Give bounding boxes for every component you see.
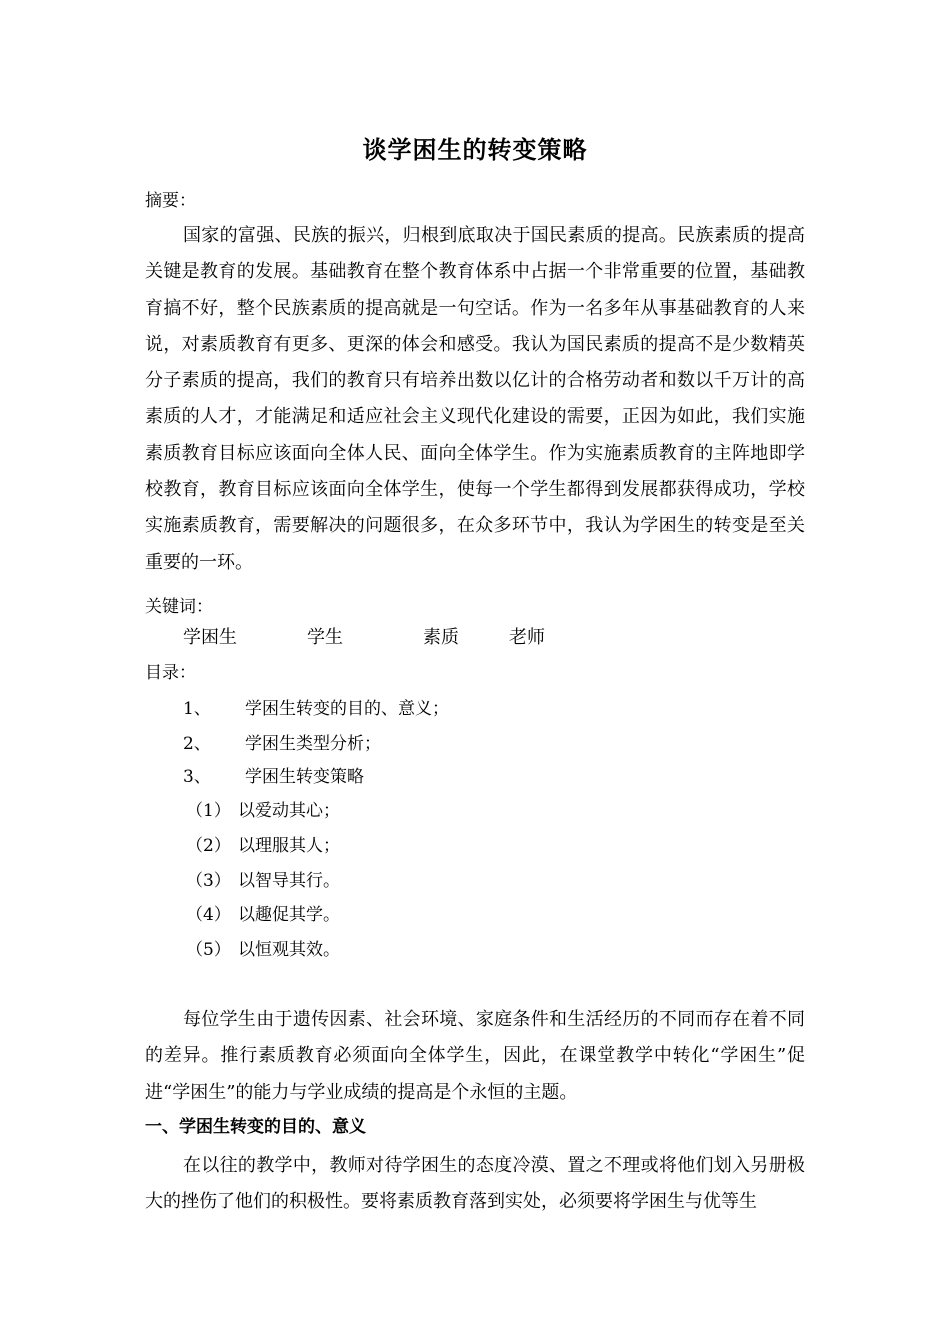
toc-subitem-number: （3） xyxy=(186,871,231,891)
toc-subitem xyxy=(186,868,340,894)
toc-subitem-number: （1） xyxy=(186,801,231,821)
intro-paragraph: 每位学生由于遗传因素、社会环境、家庭条件和生活经历的不同而存在着不同的差异。推行素质教育必须面向全体学生，因此，在课堂教学中转化“学困生”促进“学困生”的能力与学业成绩的提高是个永恒的主题。 xyxy=(145,1009,805,1103)
toc-item xyxy=(183,696,449,722)
section-heading: 一、学困生转变的目的、意义 xyxy=(145,1117,366,1137)
toc-item-text: 学困生转变策略 xyxy=(245,767,364,787)
toc-item xyxy=(183,764,364,790)
toc-subitem-text: 以趣促其学。 xyxy=(238,905,340,925)
keyword-item: 学生 xyxy=(307,627,343,648)
toc-subitem-number: （5） xyxy=(186,940,231,960)
toc-subitem xyxy=(186,798,340,824)
toc-subitem-number: （2） xyxy=(186,836,231,856)
toc-subitem xyxy=(186,833,340,859)
keyword-item: 老师 xyxy=(509,627,545,648)
section-paragraph: 在以往的教学中，教师对待学困生的态度冷漠、置之不理或将他们划入另册极大的挫伤了他们的积极性。要将素质教育落到实处，必须要将学困生与优等生 xyxy=(145,1155,805,1213)
abstract-paragraph: 国家的富强、民族的振兴，归根到底取决于国民素质的提高。民族素质的提高关键是教育的发展。基础教育在整个教育体系中占据一个非常重要的位置，基础教育搞不好，整个民族素质的提高就是一句空话。作为一名多年从事基础教育的人来说，对素质教育有更多、更深的体会和感受。我认为国民素质的提高不是少数精英分子素质的提高，我们的教育只有培养出数以亿计的合格劳动者和数以千万计的高素质的人才，才能满足和适应社会主义现代化建设的需要，正因为如此，我们实施素质教育目标应该面向全体人民、面向全体学生。作为实施素质教育的主阵地即学校教育，教育目标应该面向全体学生，使每一个学生都得到发展都获得成功，学校实施素质教育，需要解决的问题很多，在众多环节中，我认为学困生的转变是至关重要的一环。 xyxy=(145,225,805,573)
toc-subitem-text: 以理服其人； xyxy=(238,836,340,856)
toc-item-number: 1、 xyxy=(183,699,211,719)
keyword-item: 学困生 xyxy=(183,627,237,648)
toc-subitem xyxy=(186,937,340,963)
toc-item-number: 3、 xyxy=(183,767,211,787)
toc-label: 目录： xyxy=(145,663,196,683)
toc-subitem-text: 以恒观其效。 xyxy=(238,940,340,960)
toc-item-text: 学困生类型分析； xyxy=(245,734,381,754)
toc-subitem-text: 以智导其行。 xyxy=(238,871,340,891)
toc-subitem xyxy=(186,902,340,928)
toc-item xyxy=(183,731,381,757)
abstract-label: 摘要： xyxy=(145,191,196,211)
toc-item-text: 学困生转变的目的、意义； xyxy=(245,699,449,719)
keyword-item: 素质 xyxy=(423,627,459,648)
document-title: 谈学困生的转变策略 xyxy=(362,136,588,164)
toc-item-number: 2、 xyxy=(183,734,211,754)
toc-subitem-text: 以爱动其心； xyxy=(238,801,340,821)
toc-subitem-number: （4） xyxy=(186,905,231,925)
keywords-label: 关键词： xyxy=(145,597,213,617)
